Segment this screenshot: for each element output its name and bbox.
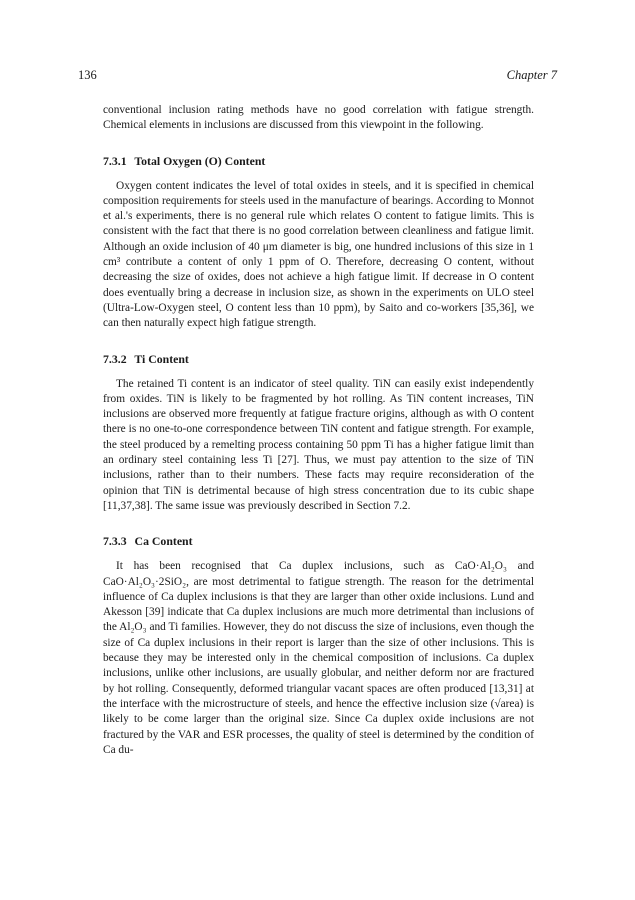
body-text bbox=[103, 103, 534, 758]
section-title: Ti Content bbox=[134, 351, 189, 366]
section-paragraph: Oxygen content indicates the level of total oxides in steels, and it is specified in chemical composition requirements for steels used in the manufacture of bearings. According to Monnot et al.'s experiments, there is no general rule which relates O content to fatigue limits. This is consistent with the fact that there is no good correlation between cleanliness and fatigue limit. Although an oxide inclusion of 40 μm diameter is big, one hundred inclusions of this size in 1 cm³ contribute a content of only 1 ppm of O. Therefore, decreasing O content, without decreasing the size of oxides, does not achieve a high fatigue limit. If decrease in O content does eventually bring a decrease in inclusion size, as shown in the experiments on ULO steel (Ultra-Low-Oxygen steel, O content less than 10 ppm), by Saito and co-workers [35,36], we can then naturally expect high fatigue strength. bbox=[103, 179, 534, 330]
chapter-label: Chapter 7 bbox=[506, 68, 557, 82]
section-heading-7-3-2 bbox=[103, 352, 534, 367]
section-title: Ca Content bbox=[134, 534, 193, 549]
section-number: 7.3.1 bbox=[103, 153, 127, 168]
section-heading-7-3-3 bbox=[103, 534, 534, 549]
section-number: 7.3.2 bbox=[103, 351, 127, 366]
section-number: 7.3.3 bbox=[103, 534, 127, 549]
running-header bbox=[78, 68, 557, 83]
intro-paragraph: conventional inclusion rating methods have no good correlation with fatigue strength. Chemical elements in inclusions are discussed from this viewpoint in the following. bbox=[103, 104, 534, 132]
section-paragraph: The retained Ti content is an indicator of steel quality. TiN can easily exist independently from oxides. TiN is likely to be fragmented by hot rolling. As TiN content increases, TiN inclusions are observed more frequently at fatigue fracture origins, although as with O content there is no one-to-one correspondence between TiN content and fatigue strength. For example, the steel produced by a remelting process containing 50 ppm Ti has a higher fatigue limit than an ordinary steel containing less Ti [27]. Thus, we must pay attention to the size of TiN inclusions, rather than to their numbers. These facts may require reconsideration of the opinion that TiN is detrimental because of high stress concentration due to its cubic shape [11,37,38]. The same issue was previously described in Section 7.2. bbox=[103, 377, 534, 512]
page-number: 136 bbox=[78, 68, 97, 82]
section-title: Total Oxygen (O) Content bbox=[134, 153, 266, 168]
section-paragraph: It has been recognised that Ca duplex inclusions, such as CaO·Al₂O₃ and CaO·Al₂O₃·2SiO₂, are most detrimental to fatigue strength. The reason for the detrimental influence of Ca duplex inclusions is that they are larger than other oxide inclusions. Lund and Akesson [39] indicate that Ca duplex inclusions are much more detrimental than inclusions of the Al₂O₃ and Ti families. However, they do not discuss the size of inclusions, even though the size of Ca duplex inclusions in their report is larger than the size of other inclusions. This is because they may be interested only in the chemical composition of inclusions. Ca duplex inclusions, unlike other inclusions, are usually globular, and neither deform nor are fractured by hot rolling. Consequently, deformed triangular vacant spaces are often produced [13,31] at the interface with the microstructure of steels, and hence the effective inclusion size (√area) is likely to be come larger than the original size. Since Ca duplex oxide inclusions are not fractured by the VAR and ESR processes, the quality of steel is determined by the condition of Ca du- bbox=[103, 560, 534, 756]
section-heading-7-3-1 bbox=[103, 154, 534, 169]
